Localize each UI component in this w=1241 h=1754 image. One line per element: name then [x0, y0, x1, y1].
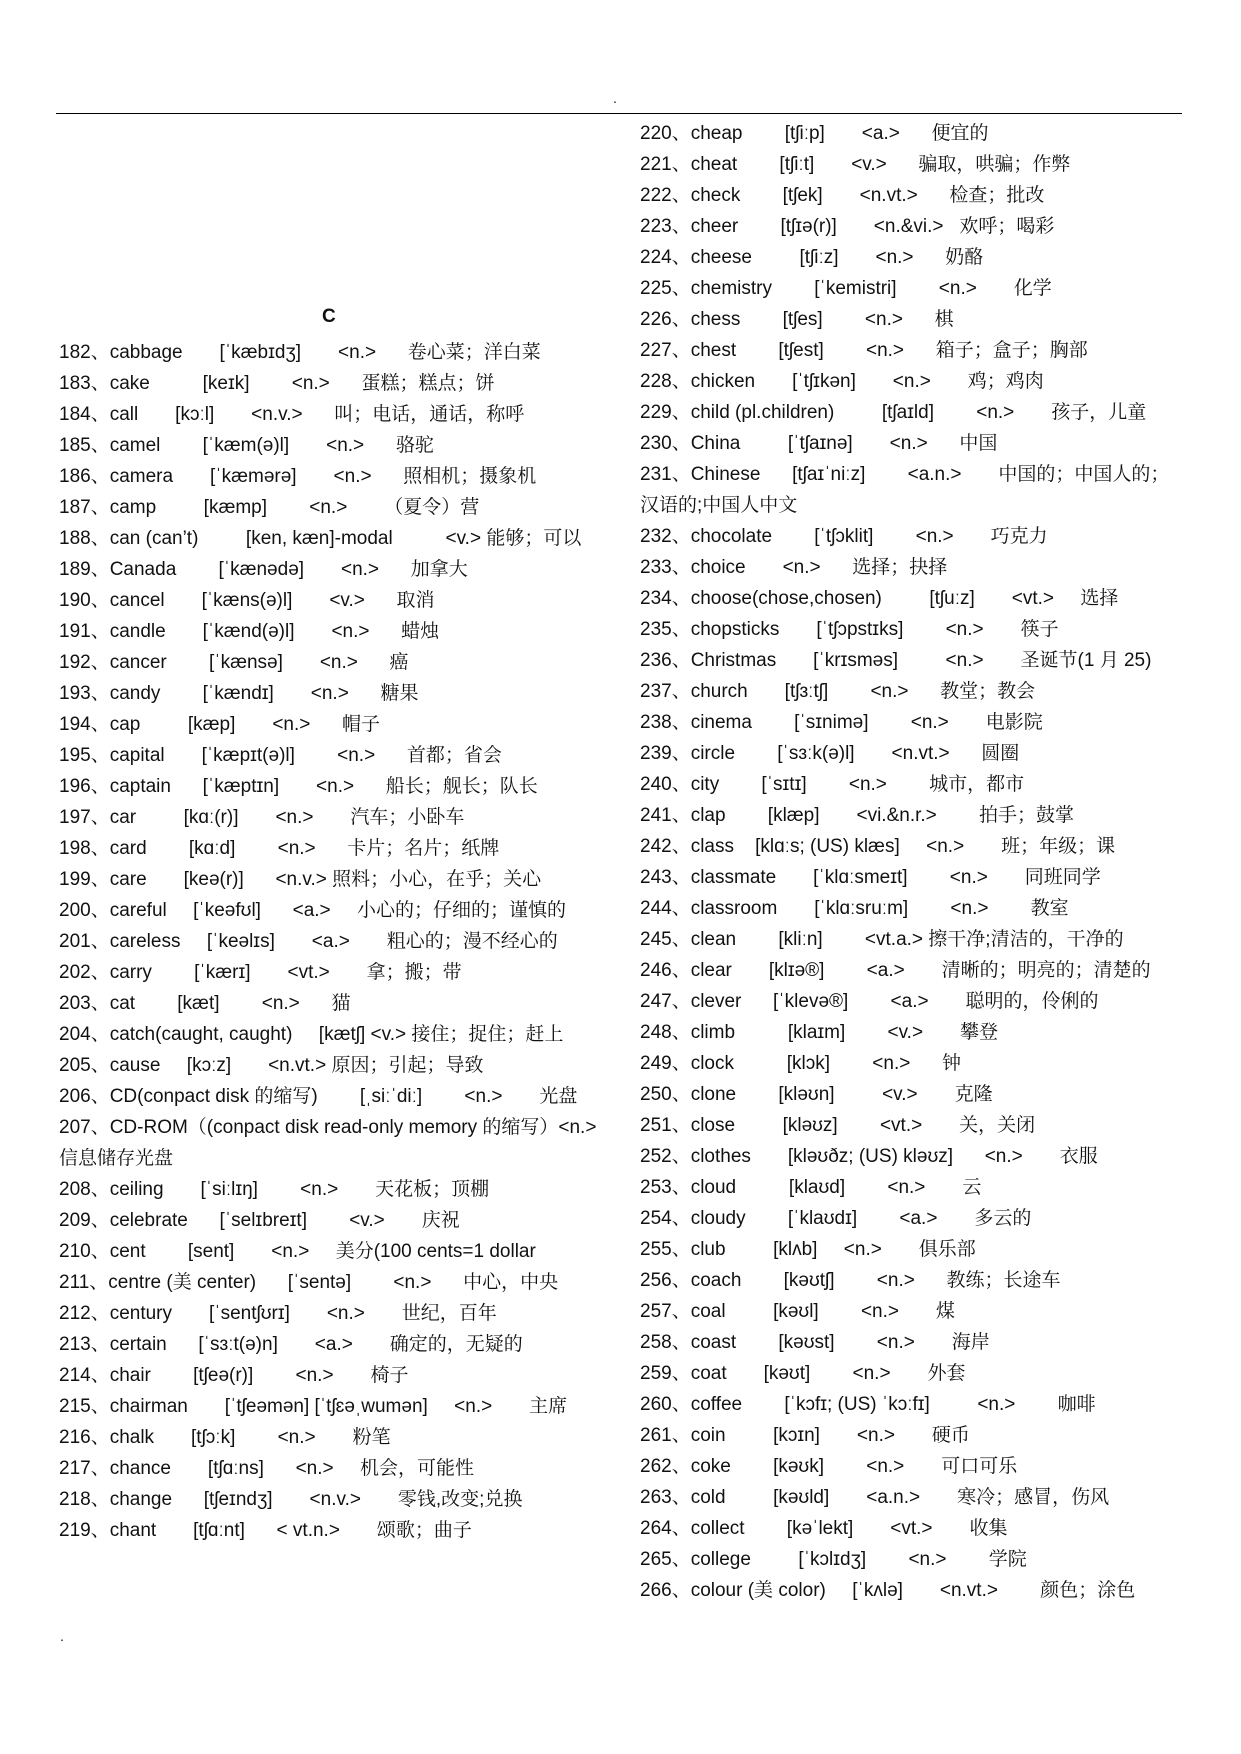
vocab-entry: 228、chicken [ˈtʃɪkən] <n.> 鸡；鸡肉	[640, 371, 1044, 392]
vocab-entry: 188、can (can’t) [ken, kæn]-modal <v.> 能够；可以	[59, 528, 582, 549]
vocab-entry: 224、cheese [tʃiːz] <n.> 奶酪	[640, 247, 984, 268]
vocab-entry: 258、coast [kəʊst] <n.> 海岸	[640, 1332, 990, 1353]
vocab-entry: 245、clean [kliːn] <vt.a.> 擦干净;清洁的，干净的	[640, 929, 1124, 950]
vocab-entry: 210、cent [sent] <n.> 美分(100 cents=1 dollar	[59, 1241, 536, 1262]
vocab-entry: 218、change [tʃeɪndʒ] <n.v.> 零钱,改变;兑换	[59, 1489, 523, 1510]
vocab-entry: 201、careless [ˈkeəlɪs] <a.> 粗心的；漫不经心的	[59, 931, 558, 952]
vocab-entry: 225、chemistry [ˈkemistri] <n.> 化学	[640, 278, 1052, 299]
vocab-entry: 185、camel [ˈkæm(ə)l] <n.> 骆驼	[59, 435, 434, 456]
vocab-entry: 203、cat [kæt] <n.> 猫	[59, 993, 351, 1014]
vocab-entry: 190、cancel [ˈkæns(ə)l] <v.> 取消	[59, 590, 435, 611]
vocab-entry: 183、cake [keɪk] <n.> 蛋糕；糕点；饼	[59, 373, 495, 394]
vocab-entry: 238、cinema [ˈsɪnimə] <n.> 电影院	[640, 712, 1043, 733]
vocab-entry: 259、coat [kəʊt] <n.> 外套	[640, 1363, 966, 1384]
vocab-entry: 254、cloudy [ˈklaʊdɪ] <a.> 多云的	[640, 1208, 1032, 1229]
vocab-entry: 252、clothes [kləʊðz; (US) kləʊz] <n.> 衣服	[640, 1146, 1098, 1167]
vocab-entry: 229、child (pl.children) [tʃaɪld] <n.> 孩子，儿童	[640, 402, 1147, 423]
vocab-entry: 239、circle [ˈsɜːk(ə)l] <n.vt.> 圆圈	[640, 743, 1020, 764]
header-rule	[56, 113, 1182, 114]
vocab-entry: 184、call [kɔːl] <n.v.> 叫；电话，通话，称呼	[59, 404, 525, 425]
vocab-entry: 198、card [kɑːd] <n.> 卡片；名片；纸牌	[59, 838, 500, 859]
vocab-entry: 222、check [tʃek] <n.vt.> 检查；批改	[640, 185, 1045, 206]
vocab-entry: 243、classmate [ˈklɑːsmeɪt] <n.> 同班同学	[640, 867, 1101, 888]
vocab-entry: 250、clone [kləʊn] <v.> 克隆	[640, 1084, 993, 1105]
vocab-entry: 215、chairman [ˈtʃeəmən] [ˈtʃɛəˌwumən] <n.> 主席	[59, 1396, 568, 1417]
header-dot: .	[613, 90, 617, 106]
vocab-entry: 197、car [kɑː(r)] <n.> 汽车；小卧车	[59, 807, 465, 828]
vocab-entry: 247、clever [ˈklevə®] <a.> 聪明的，伶俐的	[640, 991, 1099, 1012]
vocab-entry: 208、ceiling [ˈsiːlɪŋ] <n.> 天花板；顶棚	[59, 1179, 490, 1200]
vocab-entry: 189、Canada [ˈkænədə] <n.> 加拿大	[59, 559, 468, 580]
vocab-entry: 214、chair [tʃeə(r)] <n.> 椅子	[59, 1365, 409, 1386]
vocab-entry: 260、coffee [ˈkɔfɪ; (US) ˈkɔːfɪ] <n.> 咖啡	[640, 1394, 1096, 1415]
vocab-entry: 199、care [keə(r)] <n.v.> 照料；小心，在乎；关心	[59, 869, 542, 890]
vocab-entry: 192、cancer [ˈkænsə] <n.> 癌	[59, 652, 409, 673]
vocab-entry: 257、coal [kəʊl] <n.> 煤	[640, 1301, 955, 1322]
vocab-entry: 204、catch(caught, caught) [kætʃ] <v.> 接住；捉住；赶上	[59, 1024, 564, 1045]
vocab-entry: 194、cap [kæp] <n.> 帽子	[59, 714, 381, 735]
vocab-entry: 211、centre (美 center) [ˈsentə] <n.> 中心，中央	[59, 1272, 559, 1293]
vocab-entry: 262、coke [kəʊk] <n.> 可口可乐	[640, 1456, 1018, 1477]
vocab-entry: 193、candy [ˈkændɪ] <n.> 糖果	[59, 683, 419, 704]
vocab-entry: 253、cloud [klaʊd] <n.> 云	[640, 1177, 982, 1198]
vocab-entry: 240、city [ˈsɪtɪ] <n.> 城市，都市	[640, 774, 1025, 795]
vocab-entry: 248、climb [klaɪm] <v.> 攀登	[640, 1022, 999, 1043]
vocab-entry: 232、chocolate [ˈtʃɔklit] <n.> 巧克力	[640, 526, 1048, 547]
vocab-entry: 233、choice <n.> 选择；抉择	[640, 557, 948, 578]
vocab-entry: 209、celebrate [ˈselɪbreɪt] <v.> 庆祝	[59, 1210, 460, 1231]
vocab-entry: 217、chance [tʃɑːns] <n.> 机会，可能性	[59, 1458, 474, 1479]
vocab-entry: 195、capital [ˈkæpɪt(ə)l] <n.> 首都；省会	[59, 745, 502, 766]
vocab-entry: 251、close [kləʊz] <vt.> 关，关闭	[640, 1115, 1036, 1136]
right-column	[640, 118, 1180, 1606]
vocab-entry: 200、careful [ˈkeəfʊl] <a.> 小心的；仔细的；谨慎的	[59, 900, 567, 921]
vocab-entry: 202、carry [ˈkærɪ] <vt.> 拿；搬；带	[59, 962, 462, 983]
vocab-entry: 241、clap [klæp] <vi.&n.r.> 拍手；鼓掌	[640, 805, 1074, 826]
vocab-entry: 212、century [ˈsentʃʊrɪ] <n.> 世纪，百年	[59, 1303, 497, 1324]
vocab-entry: 242、class [klɑːs; (US) klæs] <n.> 班；年级；课	[640, 836, 1116, 857]
vocab-entry: 206、CD(conpact disk 的缩写) [ˌsiːˈdiː] <n.> 光盘	[59, 1086, 578, 1107]
vocab-entry: 246、clear [klɪə®] <a.> 清晰的；明亮的；清楚的	[640, 960, 1151, 981]
vocab-entry: 255、club [klʌb] <n.> 俱乐部	[640, 1239, 976, 1260]
left-column	[59, 337, 634, 1546]
vocab-entry: 216、chalk [tʃɔːk] <n.> 粉笔	[59, 1427, 391, 1448]
vocab-entry: 263、cold [kəʊld] <a.n.> 寒冷；感冒，伤风	[640, 1487, 1110, 1508]
vocab-entry: 234、choose(chose,chosen) [tʃuːz] <vt.> 选择	[640, 588, 1119, 609]
vocab-entry: 221、cheat [tʃiːt] <v.> 骗取，哄骗；作弊	[640, 154, 1071, 175]
vocab-entry: 261、coin [kɔɪn] <n.> 硬币	[640, 1425, 970, 1446]
vocab-entry: 256、coach [kəʊtʃ] <n.> 教练；长途车	[640, 1270, 1061, 1291]
vocab-entry: 187、camp [kæmp] <n.> （夏令）营	[59, 497, 480, 518]
vocab-entry: 249、clock [klɔk] <n.> 钟	[640, 1053, 961, 1074]
vocab-entry: 266、colour (美 color) [ˈkʌlə] <n.vt.> 颜色；涂色	[640, 1580, 1136, 1601]
vocab-entry: 236、Christmas [ˈkrɪsməs] <n.> 圣诞节(1 月 25)	[640, 650, 1152, 671]
vocab-entry: 186、camera [ˈkæmərə] <n.> 照相机；摄象机	[59, 466, 537, 487]
vocab-entry: 264、collect [kəˈlekt] <vt.> 收集	[640, 1518, 1008, 1539]
vocab-entry: 265、college [ˈkɔlɪdʒ] <n.> 学院	[640, 1549, 1027, 1570]
vocab-entry: 196、captain [ˈkæptɪn] <n.> 船长；舰长；队长	[59, 776, 538, 797]
vocab-entry: 205、cause [kɔːz] <n.vt.> 原因；引起；导致	[59, 1055, 484, 1076]
vocab-entry: 226、chess [tʃes] <n.> 棋	[640, 309, 954, 330]
vocab-entry: 191、candle [ˈkænd(ə)l] <n.> 蜡烛	[59, 621, 440, 642]
vocab-entry: 231、Chinese [tʃaɪˈniːz] <a.n.> 中国的；中国人的；汉语的;中国人中文	[640, 464, 1170, 516]
vocab-entry: 244、classroom [ˈklɑːsruːm] <n.> 教室	[640, 898, 1069, 919]
vocab-entry: 230、China [ˈtʃaɪnə] <n.> 中国	[640, 433, 998, 454]
vocab-entry: 223、cheer [tʃɪə(r)] <n.&vi.> 欢呼；喝彩	[640, 216, 1055, 237]
vocab-entry: 227、chest [tʃest] <n.> 箱子；盒子；胸部	[640, 340, 1088, 361]
vocab-entry: 237、church [tʃɜːtʃ] <n.> 教堂；教会	[640, 681, 1036, 702]
footer-dot: .	[60, 1628, 64, 1644]
vocab-entry: 220、cheap [tʃiːp] <a.> 便宜的	[640, 123, 989, 144]
section-heading: C	[322, 306, 336, 327]
vocab-entry: 207、CD-ROM（(conpact disk read-only memory 的缩写）<n.> 信息储存光盘	[59, 1117, 634, 1169]
vocab-entry: 235、chopsticks [ˈtʃɔpstɪks] <n.> 筷子	[640, 619, 1059, 640]
vocab-entry: 182、cabbage [ˈkæbɪdʒ] <n.> 卷心菜；洋白菜	[59, 342, 541, 363]
vocab-entry: 213、certain [ˈsɜːt(ə)n] <a.> 确定的，无疑的	[59, 1334, 523, 1355]
vocab-entry: 219、chant [tʃɑːnt] < vt.n.> 颂歌；曲子	[59, 1520, 472, 1541]
